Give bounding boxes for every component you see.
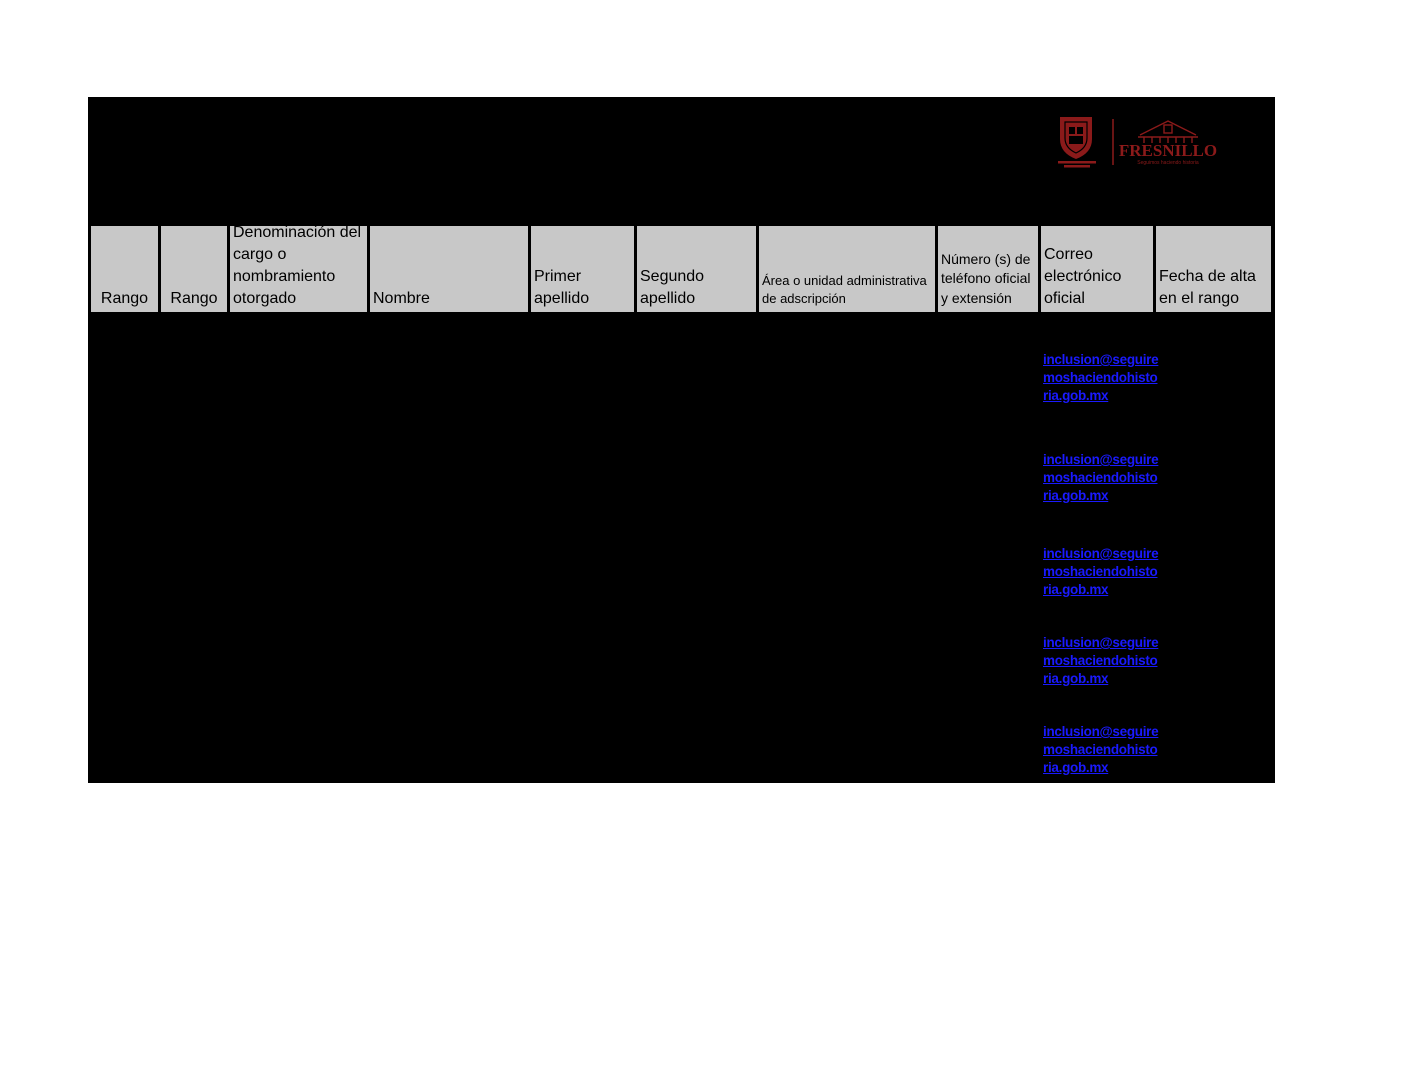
email-link[interactable]: inclusion@seguiremoshaciendohistoria.gob.mx — [1043, 635, 1159, 686]
header-area: Área o unidad administrativa de adscripción — [759, 226, 935, 312]
email-link[interactable]: inclusion@seguiremoshaciendohistoria.gob.mx — [1043, 546, 1159, 597]
email-link[interactable]: inclusion@seguiremoshaciendohistoria.gob.mx — [1043, 352, 1159, 403]
municipality-name: FRESNILLO — [1118, 141, 1218, 160]
tagline: Seguimos haciendo historia — [1137, 160, 1199, 166]
header-segundo-apellido: Segundo apellido — [637, 226, 756, 312]
header-correo: Correo electrónico oficial — [1041, 226, 1153, 312]
email-link[interactable]: inclusion@seguiremoshaciendohistoria.gob.mx — [1043, 452, 1159, 503]
building-icon — [1138, 121, 1198, 143]
header-rango-2: Rango — [161, 226, 227, 312]
header-telefono: Número (s) de teléfono oficial y extensión — [938, 226, 1038, 312]
header-nombre: Nombre — [370, 226, 528, 312]
fresnillo-logo — [1056, 113, 1232, 169]
table-header-row — [88, 226, 1275, 312]
email-link[interactable]: inclusion@seguiremoshaciendohistoria.gob.mx — [1043, 724, 1159, 775]
header-rango-1: Rango — [91, 226, 158, 312]
coat-of-arms-icon — [1058, 117, 1096, 168]
header-fecha-alta: Fecha de alta en el rango — [1156, 226, 1271, 312]
spreadsheet-page — [88, 97, 1275, 783]
header-primer-apellido: Primer apellido — [531, 226, 634, 312]
header-denominacion: Denominación del cargo o nombramiento otorgado — [230, 226, 367, 312]
